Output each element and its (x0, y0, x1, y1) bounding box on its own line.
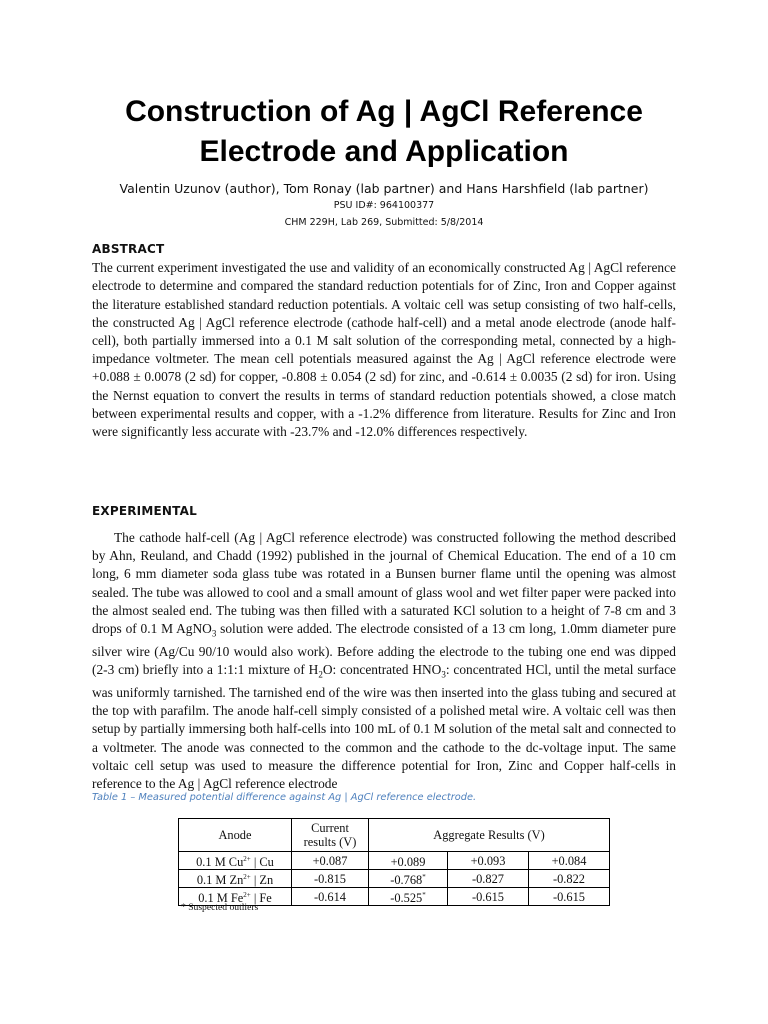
chem-agno3-base: AgNO (176, 621, 212, 637)
cell-aggregate-3: -0.615 (529, 888, 610, 906)
cell-current: -0.815 (292, 870, 369, 888)
chem-agno3-sub: 3 (211, 628, 217, 639)
table-caption-suffix: Ag | AgCl reference electrode. (328, 792, 477, 803)
table-row (179, 852, 610, 870)
ion-charge: 2+ (243, 873, 251, 881)
chem-hno3 (412, 662, 446, 680)
cell-current: -0.614 (292, 888, 369, 906)
results-table (178, 818, 610, 906)
agg1-value: +0.089 (390, 855, 426, 869)
cell-anode (179, 852, 292, 870)
outlier-mark: * (422, 873, 426, 881)
anode-prefix: 0.1 M Fe (198, 891, 244, 905)
experimental-text-a: The cathode half-cell (Ag | AgCl reference electrode) was constructed following the method described by Ahn, Reuland, and Chadd (1992) published in the journal of Chemical Education. The end of a 10 cm long, 6 mm diameter soda glass tube was rotated in a Bunsen burner flame until the opening was almost sealed. The tube was allowed to cool and a small amount of glass wool and wet filter paper were packed into the almost sealed end. The tubing was then filled with a saturated KCl solution to a height of 7-8 cm and 3 drops of 0.1 M (92, 530, 676, 637)
table-header-row (179, 819, 610, 852)
ion-charge: 2+ (243, 891, 251, 899)
table-caption (92, 792, 476, 803)
title-line-2: Electrode and Application (199, 135, 569, 168)
abstract-text: The current experiment investigated the use and validity of an economically constructed Ag | AgCl reference electrode to determine and compared the standard reduction potentials for of Zinc, Iron and Copper against the literature established standard reduction potentials. A voltaic cell was setup consisting of two half-cells, the constructed Ag | AgCl reference electrode (cathode half-cell) and a metal anode electrode (anode half-cell), both partially immersed into a 0.1 M salt solution of the corresponding metal, connected by a high-impedance voltmeter. The mean cell potentials measured against the Ag | AgCl reference electrode were +0.088 ± 0.0078 (2 sd) for copper, -0.808 ± 0.054 (2 sd) for zinc, and -0.614 ± 0.0035 (2 sd) for iron. Using the Nernst equation to convert the results in terms of standard reduction potentials showed, a close match between experimental results and copper, with a -1.2% difference from literature. Results for Zinc and Iron were significantly less accurate with -23.7% and -12.0% differences respectively. (92, 260, 676, 440)
header-current: Current results (V) (292, 819, 369, 852)
anode-suffix: | Fe (250, 891, 272, 905)
title-line-1: Construction of Ag | AgCl Reference (125, 95, 643, 128)
cell-aggregate-2: +0.093 (448, 852, 529, 870)
chem-h2o (308, 662, 333, 680)
header-anode: Anode (179, 819, 292, 852)
table-row (179, 870, 610, 888)
chem-h2o-base: H (308, 662, 319, 678)
cell-current: +0.087 (292, 852, 369, 870)
psu-id: PSU ID#: 964100377 (333, 200, 435, 211)
ion-charge: 2+ (243, 855, 251, 863)
cell-anode (179, 870, 292, 888)
cell-aggregate-1 (369, 852, 448, 870)
cell-aggregate-1 (369, 870, 448, 888)
experimental-text-d: : concentrated HCl, until the metal surface was uniformly tarnished. The tarnished end of the wire was then inserted into the glass tubing and secured at the top with parafilm. The anode half-cell simply consisted of a polished metal wire. A voltaic cell was then setup by partially immersing both half-cells into 100 mL of 0.1 M solution of the metal salt and connected to a voltmeter. The anode was connected to the common and the cathode to the dc-voltage input. The same voltaic cell setup was used to measure the difference potential for Iron, Zinc and Copper half-cells in reference to the Ag | AgCl reference electrode (92, 662, 676, 791)
paper-title (60, 92, 708, 172)
cell-aggregate-3: +0.084 (529, 852, 610, 870)
table-caption-prefix: Table 1 – Measured potential difference against (92, 792, 329, 803)
header-aggregate: Aggregate Results (V) (369, 819, 610, 852)
cell-aggregate-1 (369, 888, 448, 906)
agg1-value: -0.768 (390, 873, 423, 887)
abstract-heading: ABSTRACT (92, 242, 165, 256)
anode-suffix: | Cu (250, 855, 274, 869)
abstract-paragraph (92, 241, 676, 441)
agg1-value: -0.525 (390, 891, 423, 905)
chem-hno3-sub: 3 (441, 669, 446, 680)
chem-hno3-base: HNO (412, 662, 442, 678)
chem-agno3 (176, 621, 217, 639)
course-info: CHM 229H, Lab 269, Submitted: 5/8/2014 (284, 217, 484, 228)
anode-prefix: 0.1 M Cu (196, 855, 244, 869)
experimental-text-c: : concentrated (332, 662, 413, 678)
table-footnote: * Suspected outliers (181, 902, 259, 913)
cell-aggregate-3: -0.822 (529, 870, 610, 888)
experimental-heading: EXPERIMENTAL (92, 504, 197, 518)
cell-aggregate-2: -0.615 (448, 888, 529, 906)
experimental-paragraph (92, 529, 676, 793)
outlier-mark: * (422, 891, 426, 899)
cell-aggregate-2: -0.827 (448, 870, 529, 888)
chem-h2o-tail: O (322, 662, 333, 678)
chem-h2o-sub: 2 (318, 669, 323, 680)
experimental-text-b: solution were added. The electrode consisted of a 13 cm long, 1.0mm diameter pure silver wire (Ag/Cu 90/10 would also work). Before adding the electrode to the tubing one end was dipped (2-3 cm) briefly into a 1:1:1 mixture of (92, 621, 676, 678)
anode-prefix: 0.1 M Zn (196, 873, 244, 887)
author-line: Valentin Uzunov (author), Tom Ronay (lab partner) and Hans Harshfield (lab partner) (119, 181, 649, 196)
anode-suffix: | Zn (250, 873, 274, 887)
